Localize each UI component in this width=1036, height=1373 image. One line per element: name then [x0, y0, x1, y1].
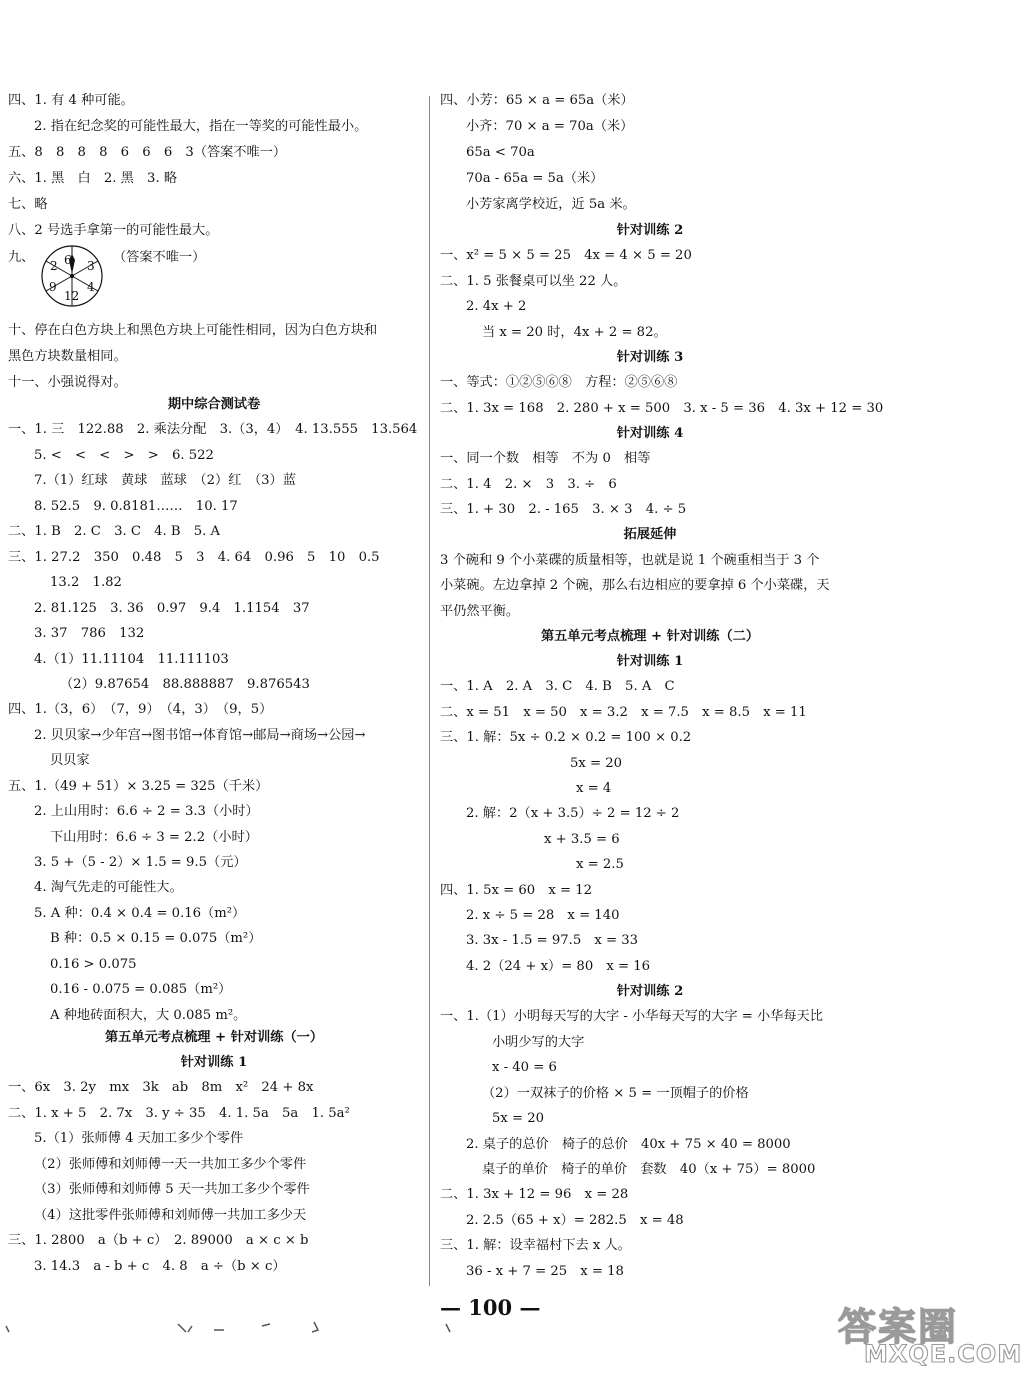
answer-line: 一、x² = 5 × 5 = 25 4x = 4 × 5 = 20 — [440, 248, 692, 263]
subsection-heading: 针对训练 2 — [616, 984, 684, 999]
answer-line: 2. 桌子的总价 椅子的总价 40x + 75 × 40 = 8000 — [466, 1137, 791, 1152]
column-divider — [429, 96, 430, 1286]
answer-line: 二、x = 51 x = 50 x = 3.2 x = 7.5 x = 8.5 x = 11 — [440, 705, 807, 720]
answer-line: 五、1.（49 + 51）× 3.25 = 325（千米） — [8, 779, 269, 794]
answer-line: 贝贝家 — [50, 753, 90, 768]
answer-line: 二、1. 4 2. × 3 3. ÷ 6 — [440, 477, 617, 492]
answer-line: 五、8 8 8 8 6 6 6 3（答案不唯一） — [8, 145, 287, 160]
answer-line: 四、小芳：65 × a = 65a（米） — [440, 93, 634, 108]
answer-line: 小芳家离学校近，近 5a 米。 — [466, 197, 636, 212]
answer-line: 三、1. 2800 a（b + c） 2. 89000 a × c × b — [8, 1233, 309, 1248]
section-heading: 第五单元考点梳理 + 针对训练（一） — [104, 1030, 324, 1045]
answer-line: 七、略 — [8, 197, 48, 212]
answer-line: 2. 4x + 2 — [466, 299, 527, 314]
wheel-note: （答案不唯一） — [113, 250, 206, 265]
answer-line: 三、1. 解：5x ÷ 0.2 × 0.2 = 100 × 0.2 — [440, 730, 692, 745]
subsection-heading: 针对训练 4 — [616, 426, 684, 441]
answer-line: 2. 指在纪念奖的可能性最大，指在一等奖的可能性最小。 — [34, 119, 368, 134]
answer-line: 小菜碗。左边拿掉 2 个碗，那么右边相应的要拿掉 6 个小菜碟，天 — [440, 578, 830, 593]
wheel-number: 9 — [49, 280, 57, 294]
answer-line: 桌子的单价 椅子的单价 套数 40（x + 75）= 8000 — [482, 1162, 816, 1177]
watermark-text-cn: 答案圈 — [838, 1305, 959, 1349]
page-number: — 100 — — [440, 1295, 541, 1320]
answer-line: 十一、小强说得对。 — [8, 375, 127, 390]
answer-line: 3. 3x - 1.5 = 97.5 x = 33 — [466, 933, 639, 948]
answer-line: （2）张师傅和刘师傅一天一共加工多少个零件 — [34, 1157, 307, 1172]
wheel-number: 4 — [87, 280, 95, 294]
answer-line: 4. 淘气先走的可能性大。 — [34, 880, 183, 895]
answer-line: 三、1. 解：设幸福村下去 x 人。 — [440, 1238, 631, 1253]
answer-line: 一、6x 3. 2y mx 3k ab 8m x² 24 + 8x — [8, 1080, 314, 1095]
answer-line: 黑色方块数量相同。 — [8, 349, 127, 364]
answer-line: 二、1. 3x + 12 = 96 x = 28 — [440, 1187, 629, 1202]
answer-line: B 种：0.5 × 0.15 = 0.075（m²） — [50, 931, 262, 946]
answer-line: 2. 81.125 3. 36 0.97 9.4 1.1154 37 — [34, 601, 310, 616]
wheel-number: 3 — [87, 259, 95, 273]
answer-line: 二、1. B 2. C 3. C 4. B 5. A — [8, 524, 221, 539]
answer-line: 平仍然平衡。 — [440, 604, 520, 619]
answer-line: 0.16 > 0.075 — [50, 957, 137, 972]
answer-line: 4. 2（24 + x）= 80 x = 16 — [466, 959, 651, 974]
answer-line: 十、停在白色方块上和黑色方块上可能性相同，因为白色方块和 — [8, 323, 378, 338]
section-heading: 期中综合测试卷 — [167, 397, 261, 412]
answer-line: （2）9.87654 88.888887 9.876543 — [60, 677, 310, 692]
section-heading: 拓展延伸 — [623, 527, 677, 542]
answer-line: x = 4 — [576, 781, 612, 796]
answer-line: 5. < < < > > 6. 522 — [34, 448, 214, 463]
answer-line: x - 40 = 6 — [492, 1060, 557, 1075]
answer-line: 3. 5 +（5 - 2）× 1.5 = 9.5（元） — [34, 855, 247, 870]
answer-line: 小明少写的大字 — [492, 1035, 585, 1050]
section-heading: 第五单元考点梳理 + 针对训练（二） — [540, 629, 760, 644]
answer-line: 3 个碗和 9 个小菜碟的质量相等，也就是说 1 个碗重相当于 3 个 — [440, 553, 820, 568]
answer-line: 4.（1）11.11104 11.111103 — [34, 652, 229, 667]
answer-line: 八、2 号选手拿第一的可能性最大。 — [8, 223, 219, 238]
answer-line: 3. 14.3 a - b + c 4. 8 a ÷（b × c） — [34, 1259, 286, 1274]
watermark-text-en: MXQE.COM — [864, 1340, 1023, 1368]
answer-line: 2. 解：2（x + 3.5）÷ 2 = 12 ÷ 2 — [466, 806, 680, 821]
answer-line: （3）张师傅和刘师傅 5 天一共加工多少个零件 — [34, 1182, 310, 1197]
wheel-number: 12 — [64, 289, 80, 303]
answer-line: 三、1. + 30 2. - 165 3. × 3 4. ÷ 5 — [440, 502, 687, 517]
answer-line: 一、等式：①②⑤⑥⑧ 方程：②⑤⑥⑧ — [440, 375, 678, 390]
answer-line: 一、同一个数 相等 不为 0 相等 — [440, 451, 651, 466]
answer-line: 70a - 65a = 5a（米） — [466, 171, 604, 186]
answer-line: 四、1. 5x = 60 x = 12 — [440, 883, 593, 898]
answer-line: 0.16 - 0.075 = 0.085（m²） — [50, 982, 232, 997]
answer-line: 2. 贝贝家→少年宫→图书馆→体育馆→邮局→商场→公园→ — [34, 728, 366, 743]
answer-line: 8. 52.5 9. 0.8181…… 10. 17 — [34, 499, 238, 514]
answer-line: 一、1.（1）小明每天写的大字 - 小华每天写的大字 = 小华每天比 — [440, 1009, 823, 1024]
wheel-number: 6 — [64, 253, 72, 267]
watermark-logo — [830, 1296, 1030, 1368]
answer-line: （4）这批零件张师傅和刘师傅一共加工多少天 — [34, 1208, 307, 1223]
answer-line: 二、1. x + 5 2. 7x 3. y ÷ 35 4. 1. 5a 5a 1. 5a² — [8, 1106, 350, 1121]
answer-line: A 种地砖面积大，大 0.085 m²。 — [50, 1008, 247, 1023]
answer-line: 2. x ÷ 5 = 28 x = 140 — [466, 908, 620, 923]
spinner-wheel-diagram — [30, 244, 114, 308]
answer-line: 当 x = 20 时，4x + 2 = 82。 — [482, 325, 667, 340]
answer-line: 三、1. 27.2 350 0.48 5 3 4. 64 0.96 5 10 0.5 — [8, 550, 380, 565]
answer-line: 7.（1）红球 黄球 蓝球 （2）红 （3）蓝 — [34, 473, 296, 488]
scan-marks — [0, 1318, 480, 1338]
answer-line: x = 2.5 — [576, 857, 624, 872]
answer-line: 2. 2.5（65 + x）= 282.5 x = 48 — [466, 1213, 684, 1228]
subsection-heading: 针对训练 1 — [180, 1055, 248, 1070]
answer-line: 小齐：70 × a = 70a（米） — [466, 119, 634, 134]
answer-line: 九、 — [8, 250, 35, 265]
answer-line: 5x = 20 — [570, 756, 623, 771]
answer-line: 六、1. 黑 白 2. 黑 3. 略 — [8, 171, 178, 186]
answer-line: 一、1. A 2. A 3. C 4. B 5. A C — [440, 679, 675, 694]
answer-line: 65a < 70a — [466, 145, 535, 160]
answer-line: 二、1. 5 张餐桌可以坐 22 人。 — [440, 274, 627, 289]
wheel-number: 2 — [50, 259, 58, 273]
subsection-heading: 针对训练 2 — [616, 223, 684, 238]
answer-line: 36 - x + 7 = 25 x = 18 — [466, 1264, 624, 1279]
answer-line: 13.2 1.82 — [50, 575, 122, 590]
answer-line: 2. 上山用时：6.6 ÷ 2 = 3.3（小时） — [34, 804, 259, 819]
answer-line: 5.（1）张师傅 4 天加工多少个零件 — [34, 1131, 244, 1146]
answer-line: 5. A 种：0.4 × 0.4 = 0.16（m²） — [34, 906, 246, 921]
answer-line: （2）一双袜子的价格 × 5 = 一顶帽子的价格 — [482, 1086, 749, 1101]
answer-line: 四、1.（3，6） （7，9） （4，3） （9，5） — [8, 702, 273, 717]
answer-line: 下山用时：6.6 ÷ 3 = 2.2（小时） — [50, 830, 258, 845]
answer-line: 5x = 20 — [492, 1111, 545, 1126]
subsection-heading: 针对训练 3 — [616, 350, 684, 365]
subsection-heading: 针对训练 1 — [616, 654, 684, 669]
answer-line: 四、1. 有 4 种可能。 — [8, 93, 134, 108]
answer-line: x + 3.5 = 6 — [544, 832, 620, 847]
answer-line: 3. 37 786 132 — [34, 626, 145, 641]
answer-line: 二、1. 3x = 168 2. 280 + x = 500 3. x - 5 = 36 4. 3x + 12 = 30 — [440, 401, 884, 416]
answer-line: 一、1. 三 122.88 2. 乘法分配 3.（3，4） 4. 13.555 13.564 — [8, 422, 418, 437]
